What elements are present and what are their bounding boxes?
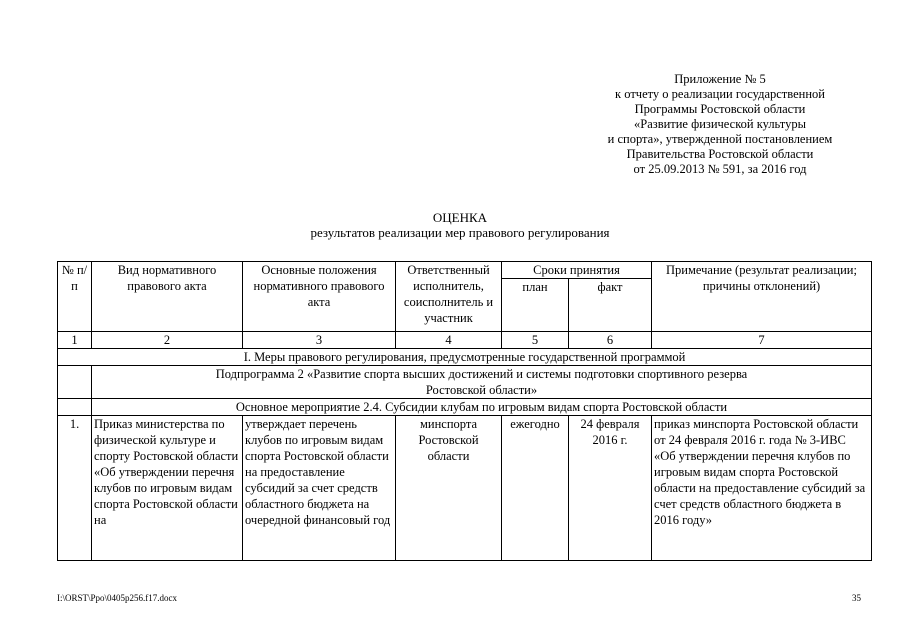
subprogram-title: Подпрограмма 2 «Развитие спорта высших достижений и системы подготовки спортивного резерва Ростовской области»: [92, 366, 872, 399]
main-event-title: Основное мероприятие 2.4. Субсидии клубам по игровым видам спорта Ростовской области: [92, 399, 872, 416]
column-number: 2: [92, 332, 243, 349]
header-type: Вид нормативного правового акта: [92, 262, 243, 332]
main-event-num-cell: [58, 399, 92, 416]
footer-file-path: I:\ORST\Ppo\0405p256.f17.docx: [57, 593, 178, 603]
column-number: 4: [396, 332, 502, 349]
table-row: [58, 416, 872, 561]
row-responsible: минспорта Ростовской области: [396, 416, 502, 561]
title-sub: результатов реализации мер правового регулирования: [310, 225, 610, 240]
column-number: 7: [652, 332, 872, 349]
column-number: 6: [569, 332, 652, 349]
document-title: [200, 210, 720, 240]
table-header-row: [58, 262, 872, 279]
page-number: 35: [852, 593, 861, 603]
row-num: 1.: [58, 416, 92, 561]
column-number-row: [58, 332, 872, 349]
main-event-row: [58, 399, 872, 416]
title-main: ОЦЕНКА: [432, 210, 488, 225]
header-terms: Сроки принятия: [502, 262, 652, 279]
header-fact: факт: [569, 279, 652, 332]
appendix-line: от 25.09.2013 № 591, за 2016 год: [633, 162, 807, 176]
section-title: I. Меры правового регулирования, предусмотренные государственной программой: [58, 349, 872, 366]
subprogram-row: [58, 366, 872, 399]
row-fact: 24 февраля 2016 г.: [569, 416, 652, 561]
appendix-header: [560, 72, 880, 177]
header-note: Примечание (результат реализации; причины отклонений): [652, 262, 872, 332]
column-number: 1: [58, 332, 92, 349]
appendix-line: «Развитие физической культуры: [634, 117, 806, 131]
appendix-line: Программы Ростовской области: [634, 102, 806, 116]
header-plan: план: [502, 279, 569, 332]
appendix-line: Приложение № 5: [674, 72, 766, 86]
column-number: 3: [243, 332, 396, 349]
row-provisions: утверждает перечень клубов по игровым видам спорта Ростовской области на предоставление субсидий за счет средств областного бюджета на очередной финансовый год: [243, 416, 396, 561]
row-note: приказ минспорта Ростовской области от 24 февраля 2016 г. года № 3-ИВС «Об утверждении перечня клубов по игровым видам спорта Ростовской области на предоставление субсидий за счет средств областного бюджета в 2016 году»: [652, 416, 872, 561]
header-provisions: Основные положения нормативного правового акта: [243, 262, 396, 332]
header-responsible: Ответственный исполнитель, соисполнитель и участник: [396, 262, 502, 332]
subprogram-num-cell: [58, 366, 92, 399]
regulation-table: [57, 261, 872, 561]
row-type: Приказ министерства по физической культуре и спорту Ростовской области «Об утверждении перечня клубов по игровым видам спорта Ростовской области на: [92, 416, 243, 561]
appendix-line: и спорта», утвержденной постановлением: [607, 132, 833, 146]
header-num: № п/п: [58, 262, 92, 332]
column-number: 5: [502, 332, 569, 349]
row-plan: ежегодно: [502, 416, 569, 561]
appendix-line: к отчету о реализации государственной: [615, 87, 825, 101]
appendix-line: Правительства Ростовской области: [626, 147, 814, 161]
section-row: [58, 349, 872, 366]
